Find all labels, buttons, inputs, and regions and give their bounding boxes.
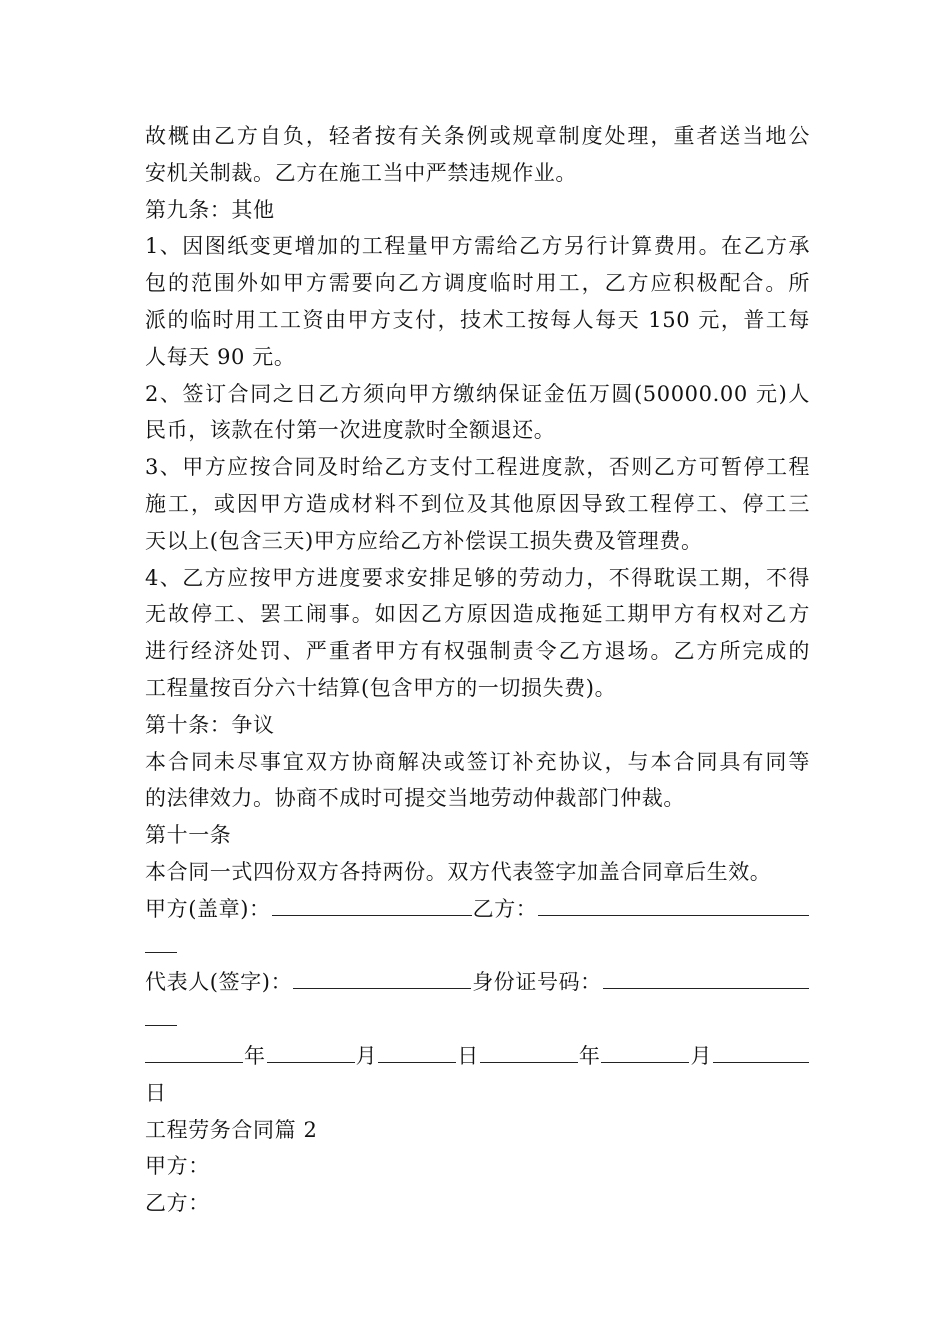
paragraph-line: 故概由乙方自负，轻者按有关条例或规章制度处理，重者送当地公 [145, 124, 810, 148]
party-a-label: 甲方(盖章)： [145, 896, 271, 921]
month-label-2: 月 [690, 1043, 713, 1068]
paragraph-line: 派的临时用工工资由甲方支付，技术工按每人每天 150 元，普工每 [145, 307, 810, 332]
signature-row-representative [145, 964, 810, 1001]
paragraph-line: 1、因图纸变更增加的工程量甲方需给乙方另行计算费用。在乙方承 [145, 234, 810, 259]
day-blank-2 [713, 1038, 809, 1063]
document-page [145, 118, 810, 1222]
paragraph-line: 安机关制裁。乙方在施工当中严禁违规作业。 [145, 160, 577, 185]
party-b-blank [538, 891, 809, 916]
year-blank [145, 1038, 243, 1063]
id-number-blank-cont [145, 1009, 177, 1026]
day-blank [378, 1038, 456, 1063]
paragraph-line: 本合同一式四份双方各持两份。双方代表签字加盖合同章后生效。 [145, 859, 772, 884]
signature-continuation [145, 928, 810, 965]
paragraph-line: 本合同未尽事宜双方协商解决或签订补充协议，与本合同具有同等 [145, 749, 810, 774]
id-number-blank [603, 964, 809, 989]
paragraph-line: 工程量按百分六十结算(包含甲方的一切损失费)。 [145, 675, 617, 700]
paragraph-line: 2、签订合同之日乙方须向甲方缴纳保证金伍万圆(50000.00 元)人 [145, 381, 810, 406]
paragraph-line: 民币，该款在付第一次进度款时全额退还。 [145, 418, 556, 443]
section-heading: 第十一条 [145, 823, 232, 848]
year-label: 年 [244, 1043, 266, 1068]
paragraph-line: 施工，或因甲方造成材料不到位及其他原因导致工程停工、停工三 [145, 491, 810, 516]
paragraph-line: 包的范围外如甲方需要向乙方调度临时用工，乙方应积极配合。所 [145, 271, 810, 296]
section-heading: 第十条：争议 [145, 712, 275, 737]
paragraph-line: 人每天 90 元。 [145, 344, 296, 369]
month-blank-2 [601, 1038, 689, 1063]
year-blank-2 [480, 1038, 578, 1063]
signature-continuation [145, 1001, 810, 1038]
section-title: 工程劳务合同篇 2 [145, 1117, 318, 1142]
paragraph-line: 的法律效力。协商不成时可提交当地劳动仲裁部门仲裁。 [145, 786, 685, 811]
month-blank [267, 1038, 355, 1063]
party-a-blank [272, 891, 472, 916]
paragraph-line: 无故停工、罢工闹事。如因乙方原因造成拖延工期甲方有权对乙方 [145, 602, 810, 627]
party-a-line: 甲方： [145, 1154, 210, 1179]
representative-blank [293, 964, 471, 989]
paragraph-line: 进行经济处罚、严重者甲方有权强制责令乙方退场。乙方所完成的 [145, 639, 810, 664]
party-b-line: 乙方： [145, 1191, 210, 1216]
day-label: 日 [457, 1043, 479, 1068]
month-label: 月 [355, 1043, 378, 1068]
signature-row-parties [145, 891, 810, 928]
year-label-2: 年 [578, 1043, 601, 1068]
party-b-label: 乙方： [472, 896, 538, 921]
section-heading: 第九条：其他 [145, 197, 275, 222]
day-label-2: 日 [145, 1080, 167, 1105]
paragraph-line: 天以上(包含三天)甲方应给乙方补偿误工损失费及管理费。 [145, 528, 703, 553]
paragraph-line: 4、乙方应按甲方进度要求安排足够的劳动力，不得耽误工期，不得 [145, 565, 810, 590]
party-b-blank-cont [145, 936, 177, 953]
id-number-label: 身份证号码： [472, 970, 602, 995]
paragraph-line: 3、甲方应按合同及时给乙方支付工程进度款，否则乙方可暂停工程 [145, 455, 810, 480]
representative-label: 代表人(签字)： [145, 970, 293, 995]
date-row [145, 1038, 810, 1075]
